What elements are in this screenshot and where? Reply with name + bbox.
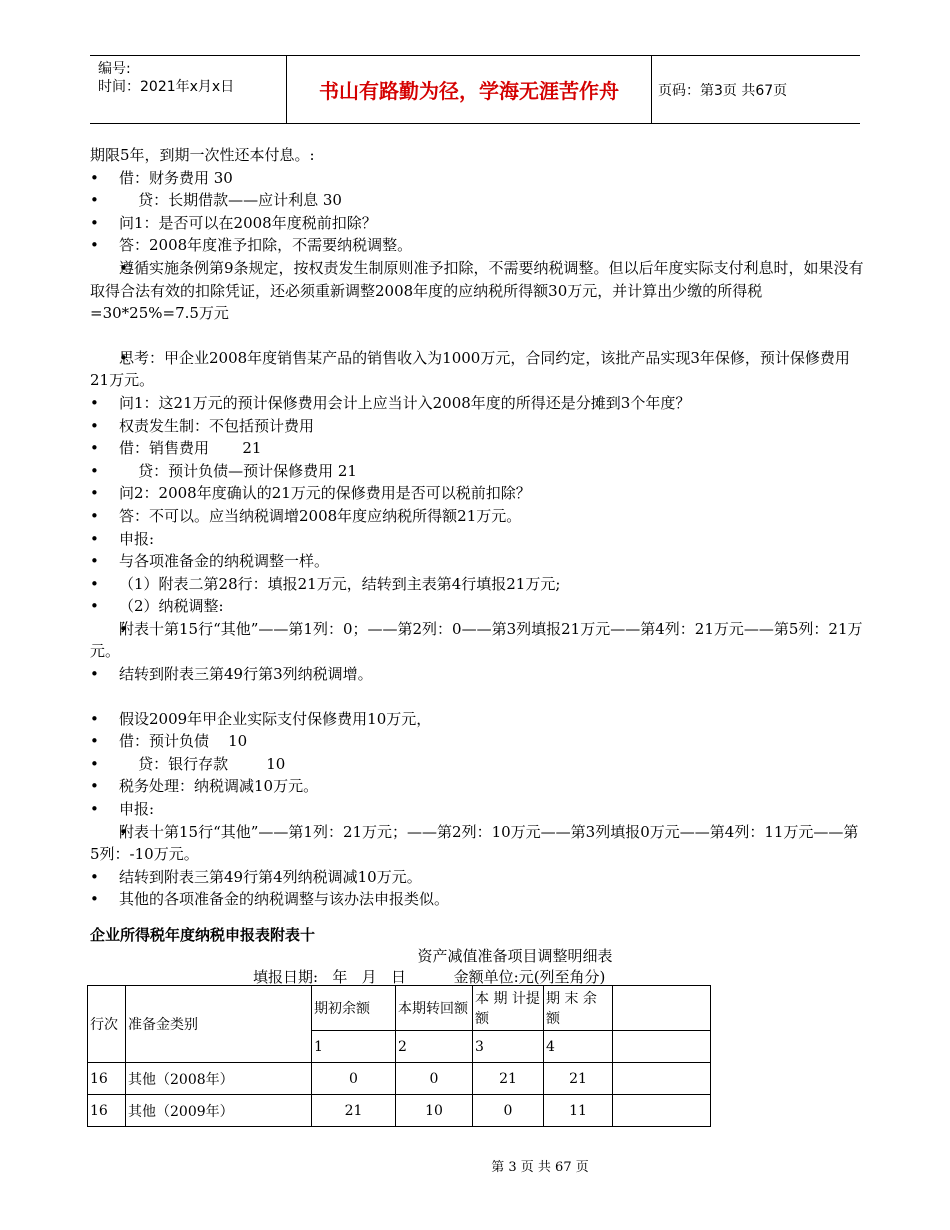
header-row-no: 行次 bbox=[88, 986, 126, 1063]
bullet-text: 借：预计负债 10 bbox=[119, 732, 248, 751]
bullet-item: • 问1：是否可以在2008年度税前扣除？ bbox=[90, 212, 865, 235]
bullet-item: • 借：财务费用 30 bbox=[90, 167, 865, 190]
cell-accrual: 21 bbox=[473, 1063, 544, 1095]
bullet-text: 贷：长期借款——应计利息 30 bbox=[119, 191, 342, 210]
bullet-item: • 问2：2008年度确认的21万元的保修费用是否可以税前扣除？ bbox=[90, 482, 865, 505]
bullet-text: 贷：银行存款 10 bbox=[119, 754, 286, 773]
cell-reversal: 0 bbox=[396, 1063, 473, 1095]
table-title: 资产减值准备项目调整明细表 bbox=[417, 947, 613, 965]
header-empty bbox=[613, 986, 711, 1031]
table-header-row bbox=[88, 986, 711, 1031]
header-accrual: 本 期 计提额 bbox=[473, 986, 544, 1031]
bullet-item: • 其他的各项准备金的纳税调整与该办法申报类似。 bbox=[90, 888, 865, 911]
bullet-item bbox=[90, 437, 865, 460]
bullet-item: • （2）纳税调整: bbox=[90, 595, 865, 618]
cell-closing: 21 bbox=[544, 1063, 613, 1095]
page-footer: 第 3 页 共 67 页 bbox=[491, 1160, 589, 1175]
cell-category: 其他（2008年） bbox=[126, 1063, 312, 1095]
bullet-item: • 与各项准备金的纳税调整一样。 bbox=[90, 550, 865, 573]
number-label: 编号: bbox=[98, 61, 131, 77]
cell-opening: 21 bbox=[312, 1095, 396, 1127]
reserve-adjustment-table bbox=[87, 985, 711, 1127]
header-closing: 期 末 余额 bbox=[544, 986, 613, 1031]
header-page-info: 页码：第3页 共67页 bbox=[658, 82, 788, 99]
empty-cell bbox=[613, 1063, 711, 1095]
bullet-item bbox=[90, 730, 865, 753]
header-opening: 期初余额 bbox=[312, 986, 396, 1031]
cell-closing: 11 bbox=[544, 1095, 613, 1127]
document-body bbox=[90, 144, 865, 911]
table-row bbox=[88, 1063, 711, 1095]
col-number: 1 bbox=[312, 1031, 396, 1063]
header-reversal: 本期转回额 bbox=[396, 986, 473, 1031]
bullet-item: • 问1：这21万元的预计保修费用会计上应当计入2008年度的所得还是分摊到3个年度？ bbox=[90, 392, 865, 415]
empty-cell bbox=[613, 1095, 711, 1127]
bullet-item: • 答：不可以。应当纳税调增2008年度应纳税所得额21万元。 bbox=[90, 505, 865, 528]
cell-row-no: 16 bbox=[88, 1095, 126, 1127]
bullet-text: 借：销售费用 21 bbox=[119, 439, 262, 458]
bullet-text: 贷：预计负债—预计保修费用 21 bbox=[119, 461, 357, 480]
bullet-item bbox=[90, 189, 865, 212]
cell-opening: 0 bbox=[312, 1063, 396, 1095]
bullet-item: • 遵循实施条例第9条规定，按权责发生制原则准予扣除，不需要纳税调整。但以后年度实际支付利息时，如果没有取得合法有效的扣除凭证，还必须重新调整2008年度的应纳税所得额30万元，并计算出少缴的所得税=30*25%=7.5万元 bbox=[90, 257, 865, 325]
col-number: 3 bbox=[473, 1031, 544, 1063]
bullet-item bbox=[90, 753, 865, 776]
bullet-item: • 权责发生制：不包括预计费用 bbox=[90, 415, 865, 438]
cell-category: 其他（2009年） bbox=[126, 1095, 312, 1127]
bullet-item: • 申报: bbox=[90, 798, 865, 821]
bullet-item: • （1）附表二第28行：填报21万元，结转到主表第4行填报21万元; bbox=[90, 573, 865, 596]
bullet-item bbox=[90, 460, 865, 483]
header-left bbox=[98, 60, 288, 96]
bullet-item: • 附表十第15行“其他”——第1列：21万元；——第2列：10万元——第3列填报0万元——第4列：11万元——第5列：-10万元。 bbox=[90, 821, 865, 866]
bullet-item: • 结转到附表三第49行第4列纳税调减10万元。 bbox=[90, 866, 865, 889]
cell-reversal: 10 bbox=[396, 1095, 473, 1127]
col-number: 2 bbox=[396, 1031, 473, 1063]
cell-accrual: 0 bbox=[473, 1095, 544, 1127]
bullet-item: • 答：2008年度准予扣除，不需要纳税调整。 bbox=[90, 234, 865, 257]
bullet-item: • 思考：甲企业2008年度销售某产品的销售收入为1000万元，合同约定，该批产品实现3年保修，预计保修费用21万元。 bbox=[90, 347, 865, 392]
table-heading: 企业所得税年度纳税申报表附表十 bbox=[90, 926, 316, 944]
header-category: 准备金类别 bbox=[126, 986, 312, 1063]
paragraph: 期限5年，到期一次性还本付息。: bbox=[90, 146, 315, 164]
date-line: 时间：2021年x月x日 bbox=[98, 79, 235, 95]
table-row bbox=[88, 1095, 711, 1127]
bullet-item: • 申报: bbox=[90, 528, 865, 551]
bullet-item: • 假设2009年甲企业实际支付保修费用10万元， bbox=[90, 708, 865, 731]
table-subtitle: 填报日期: 年 月 日 金额单位:元(列至角分) bbox=[253, 968, 606, 986]
bullet-item: • 附表十第15行“其他”——第1列：0；——第2列：0——第3列填报21万元——第4列：21万元——第5列：21万元。 bbox=[90, 618, 865, 663]
bullet-item: • 税务处理：纳税调减10万元。 bbox=[90, 775, 865, 798]
col-number: 4 bbox=[544, 1031, 613, 1063]
header-motto: 书山有路勤为径，学海无涯苦作舟 bbox=[286, 56, 652, 123]
cell-row-no: 16 bbox=[88, 1063, 126, 1095]
page-header bbox=[90, 55, 860, 124]
empty-cell bbox=[613, 1031, 711, 1063]
bullet-item: • 结转到附表三第49行第3列纳税调增。 bbox=[90, 663, 865, 686]
